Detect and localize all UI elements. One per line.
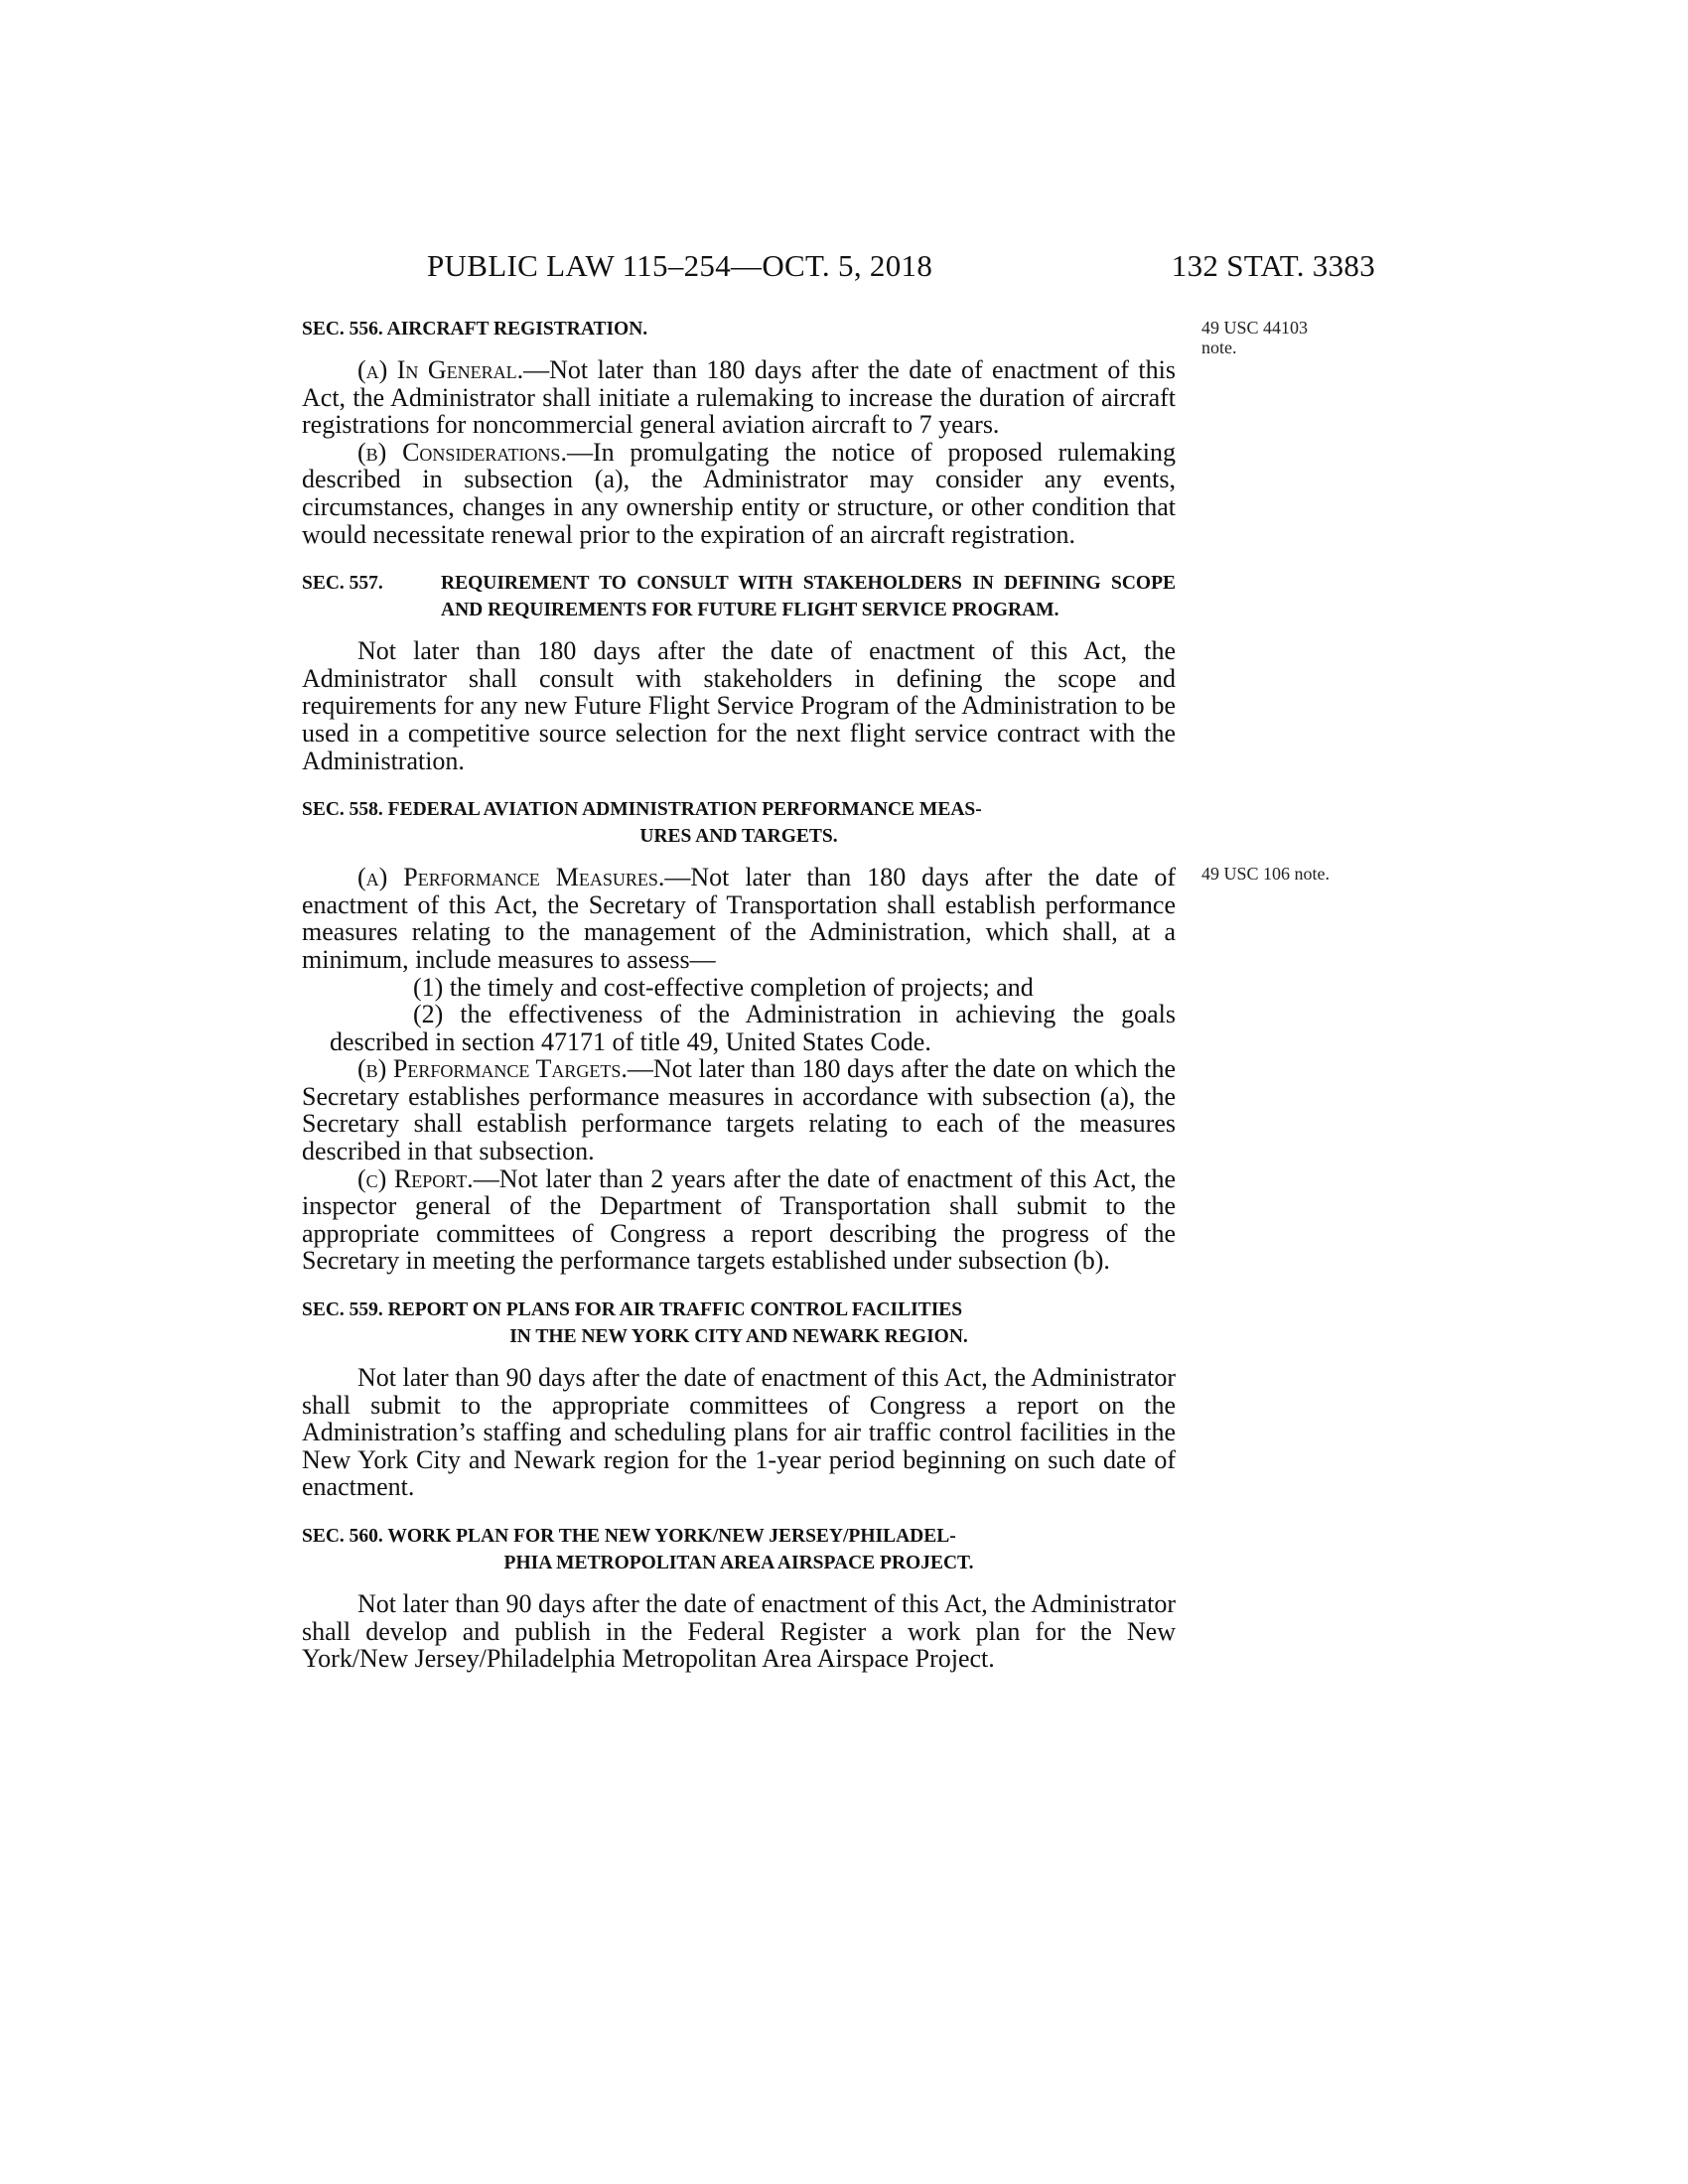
section-556-b-text: —In promulgating the notice of proposed rulemaking described in subsection (a), the Administrator may consider any events, circumstances, changes in any ownership entity or structure, or other condition that would necessitate renewal prior to the expiration of an aircraft registration. <box>302 437 1176 549</box>
margin-note-sec558: 49 USC 106 note. <box>1201 864 1331 884</box>
page-header <box>298 248 1375 298</box>
section-558-a-text: —Not later than 180 days after the date of enactment of this Act, the Secretary of Transportation shall establish performance measures relating to the management of the Administration, which shall, at a minimum, include measures to assess— <box>302 863 1176 974</box>
section-558-a2: (2) the effectiveness of the Administration in achieving the goals described in section 47171 of title 49, United States Code. <box>330 1000 1176 1056</box>
section-560-text: Not later than 90 days after the date of enactment of this Act, the Administrator shall develop and publish in the Federal Register a work plan for the New York/New Jersey/Philadelphia Metropolitan Area Airspace Project. <box>302 1589 1176 1674</box>
section-560-heading-line1: SEC. 560. WORK PLAN FOR THE NEW YORK/NEW JERSEY/PHILADEL- <box>302 1526 956 1547</box>
section-559-heading <box>302 1297 1176 1350</box>
section-557-text: Not later than 180 days after the date of enactment of this Act, the Administrator shall consult with stakeholders in defining the scope and requirements for any new Future Flight Service Program of the Administration to be used in a competitive source selection for the next flight service contract with the Administration. <box>302 636 1176 775</box>
section-558-a1: (1) the timely and cost-effective completion of projects; and <box>413 972 1034 1002</box>
section-559-heading-line2: IN THE NEW YORK CITY AND NEWARK REGION. <box>509 1326 968 1348</box>
section-558-heading <box>302 796 1176 850</box>
section-558-heading-line2: URES AND TARGETS. <box>639 826 838 848</box>
margin-note-sec556: 49 USC 44103 note. <box>1201 318 1309 357</box>
section-560-heading <box>302 1523 1176 1576</box>
section-558-b-label: (b) Performance Targets. <box>357 1054 628 1084</box>
section-556-heading: SEC. 556. AIRCRAFT REGISTRATION. <box>302 319 648 340</box>
section-557-number: SEC. 557. <box>302 573 383 595</box>
section-557-heading <box>302 570 1176 623</box>
section-556-a <box>302 356 1176 439</box>
running-head: PUBLIC LAW 115–254—OCT. 5, 2018 <box>427 248 933 283</box>
section-556-a-label: (a) In General. <box>357 355 524 384</box>
section-558-heading-line1: SEC. 558. FEDERAL AVIATION ADMINISTRATION PERFORMANCE MEAS- <box>302 799 982 821</box>
section-557-title: REQUIREMENT TO CONSULT WITH STAKEHOLDERS IN DEFINING SCOPE AND REQUIREMENTS FOR FUTURE FLIGHT SERVICE PROGRAM. <box>441 573 1176 621</box>
section-556-a-text: —Not later than 180 days after the date of enactment of this Act, the Administrator shall initiate a rulemaking to increase the duration of aircraft registrations for noncommercial general aviation aircraft to 7 years. <box>302 355 1176 440</box>
section-558-c-label: (c) Report. <box>357 1163 474 1193</box>
section-558-a-label: (a) Performance Measures. <box>357 863 665 892</box>
section-558-b-text: —Not later than 180 days after the date on which the Secretary establishes performance measures in accordance with subsection (a), the Secretary shall establish performance targets relating to each of the measures described in that subsection. <box>302 1054 1176 1166</box>
section-559-text: Not later than 90 days after the date of enactment of this Act, the Administrator shall submit to the appropriate committees of Congress a report on the Administration’s staffing and scheduling plans for air traffic control facilities in the New York City and Newark region for the 1-year period beginning on such date of enactment. <box>302 1363 1176 1502</box>
section-558-c <box>302 1165 1176 1275</box>
section-558-a <box>302 864 1176 973</box>
section-556-b-label: (b) Considerations. <box>357 437 567 467</box>
section-558-c-text: —Not later than 2 years after the date of enactment of this Act, the inspector general of the Department of Transportation shall submit to the appropriate committees of Congress a report describing the progress of the Secretary in meeting the performance targets established under subsection (b). <box>302 1163 1176 1276</box>
section-559-heading-line1: SEC. 559. REPORT ON PLANS FOR AIR TRAFFIC CONTROL FACILITIES <box>302 1299 963 1321</box>
section-558-b <box>302 1055 1176 1164</box>
stat-page-number: 132 STAT. 3383 <box>1171 248 1375 283</box>
section-560-heading-line2: PHIA METROPOLITAN AREA AIRSPACE PROJECT. <box>503 1553 974 1573</box>
section-556-b <box>302 439 1176 548</box>
document-body <box>302 316 1176 1673</box>
